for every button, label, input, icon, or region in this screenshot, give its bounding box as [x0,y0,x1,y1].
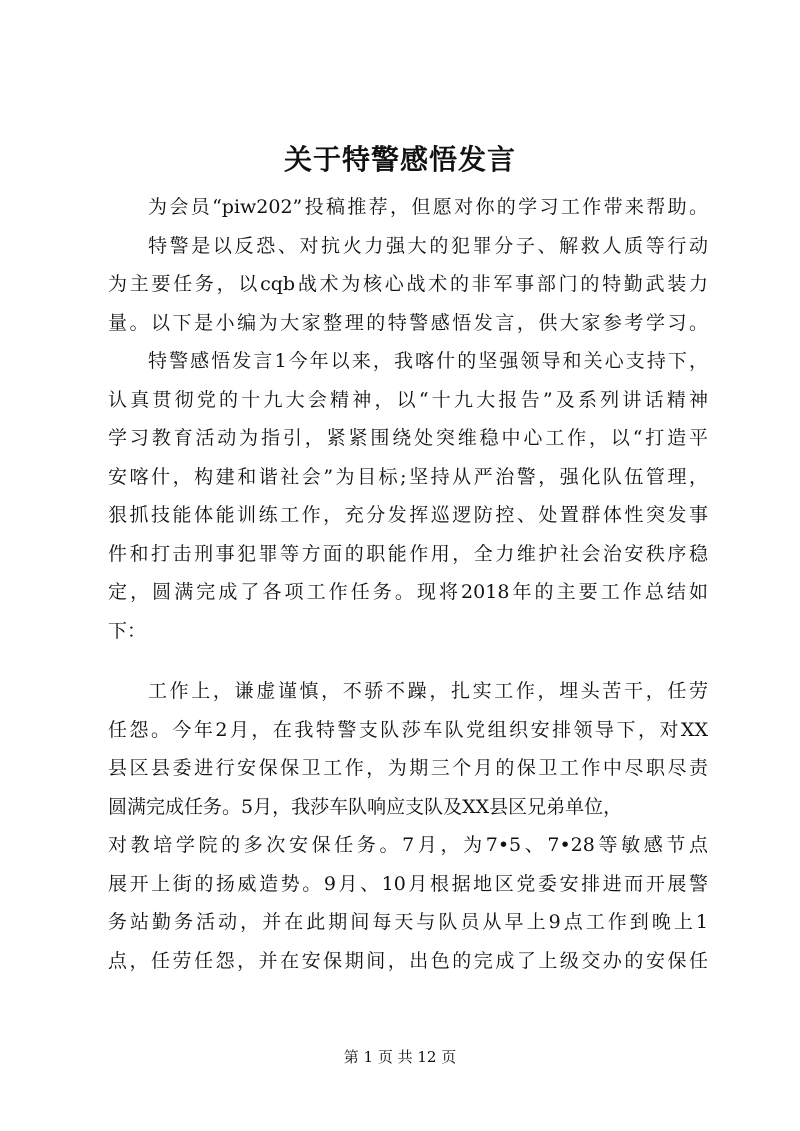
text-line: 件和打击刑事犯罪等方面的职能作用，全力维护社会治安秩序稳 [108,542,708,565]
text-line: 学习教育活动为指引，紧紧围绕处突维稳中心工作，以“打造平 [108,427,708,449]
text-line: 任怨。今年2月，在我特警支队莎车队党组织安排领导下，对XX [108,718,708,741]
text-line: 下： [108,619,147,642]
text-line: 特警是以反恐、对抗火力强大的犯罪分子、解救人质等行动 [148,234,708,257]
text-line: 狠抓技能体能训练工作，充分发挥巡逻防控、处置群体性突发事 [108,504,708,526]
page-number: 第 1 页 共 12 页 [343,1048,457,1066]
text-line: 为主要任务，以cqb战术为核心战术的非军事部门的特勤武装力 [108,273,708,295]
text-line: 特警感悟发言1今年以来，我喀什的坚强领导和关心支持下， [148,350,708,372]
text-line: 定，圆满完成了各项工作任务。现将2018年的主要工作总结如 [108,581,708,603]
body-text [108,188,708,650]
text-line: 工作上，谦虚谨慎，不骄不躁，扎实工作，埋头苦干，任劳 [148,680,708,702]
text-line: 对教培学院的多次安保任务。7月，为7•5、7•28等敏感节点 [108,834,708,856]
text-line: 展开上街的扬威造势。9月、10月根据地区党委安排进而开展警 [108,872,708,895]
text-line: 务站勤务活动，并在此期间每天与队员从早上9点工作到晚上1 [108,911,708,933]
text-line: 圆满完成任务。5月，我莎车队响应支队及XX县区兄弟单位， [108,795,623,818]
text-line: 认真贯彻党的十九大会精神，以“十九大报告”及系列讲话精神 [108,388,708,411]
text-line: 点，任劳任怨，并在安保期间，出色的完成了上级交办的安保任 [108,949,708,972]
text-line: 量。以下是小编为大家整理的特警感悟发言，供大家参考学习。 [108,311,708,334]
text-line: 为会员“piw202”投稿推荐，但愿对你的学习工作带来帮助。 [148,196,708,218]
page-title: 关于特警感悟发言 [283,143,516,176]
body-text-paragraph-2 [108,672,708,980]
text-line: 县区县委进行安保保卫工作，为期三个月的保卫工作中尽职尽责 [108,757,708,779]
text-line: 安喀什，构建和谐社会”为目标;坚持从严治警，强化队伍管理， [108,465,708,488]
